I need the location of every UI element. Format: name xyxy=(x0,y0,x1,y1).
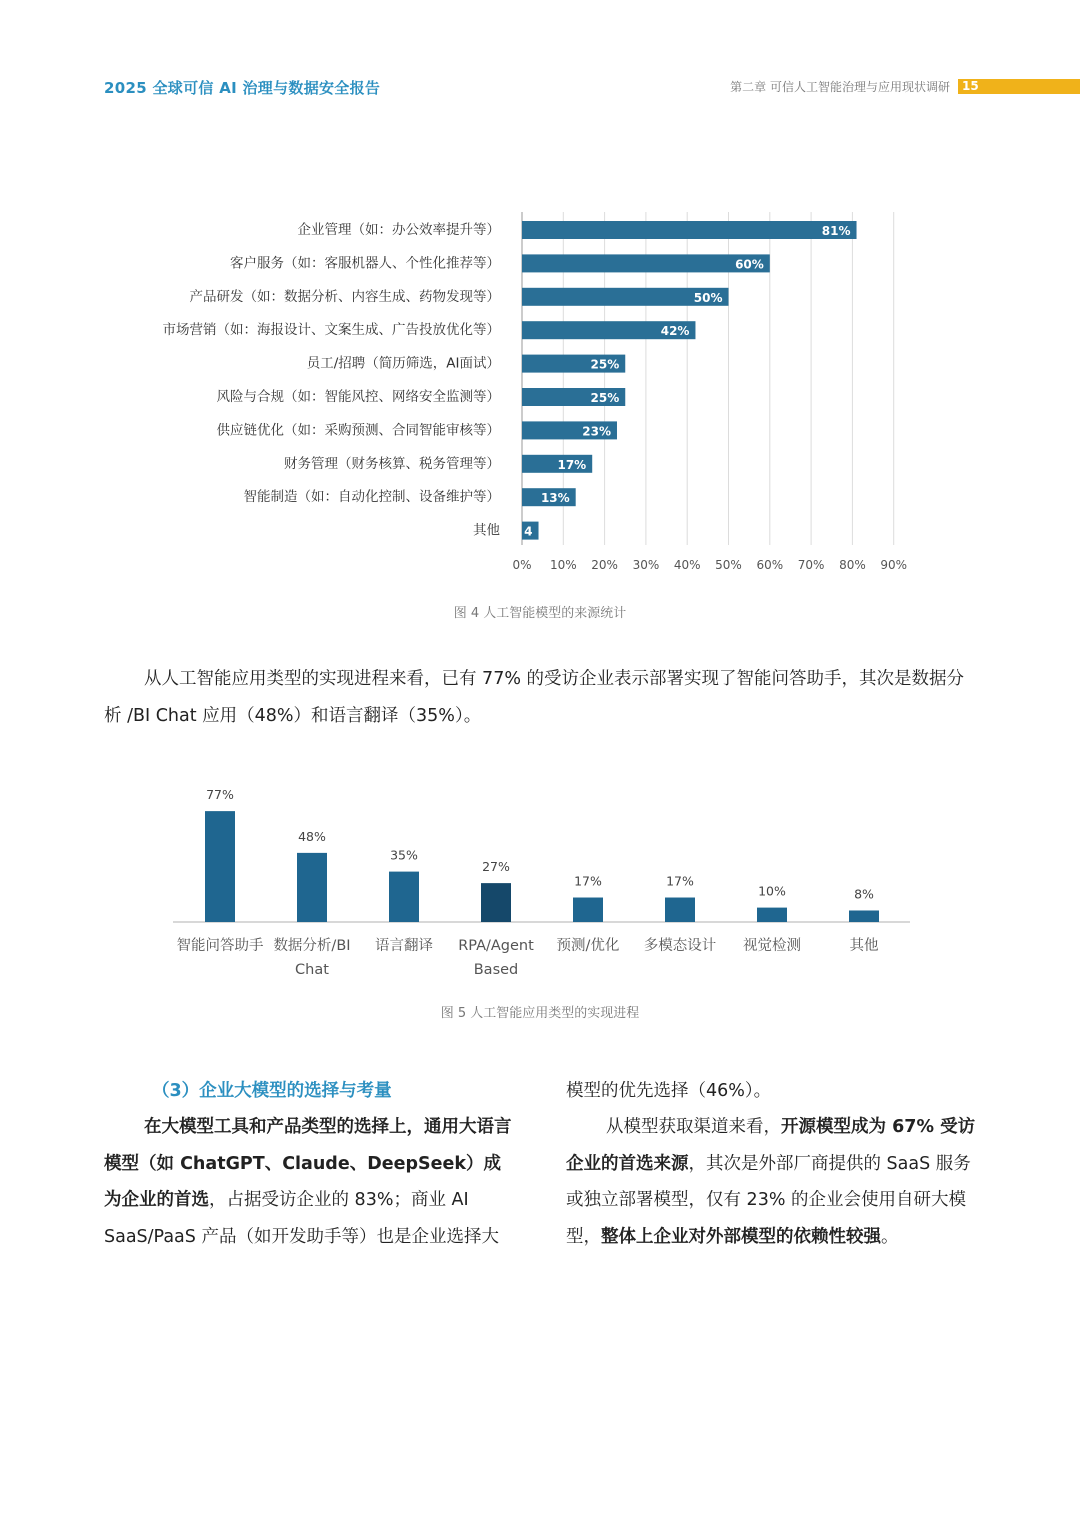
category-label: 其他 xyxy=(473,522,500,539)
data-label: 17% xyxy=(557,457,587,472)
data-label: 50% xyxy=(693,290,723,305)
category-label: 市场营销（如：海报设计、文案生成、广告投放优化等） xyxy=(162,322,500,339)
page-number: 15 xyxy=(958,79,1080,94)
bar xyxy=(665,898,695,922)
data-label: 42% xyxy=(660,324,690,339)
category-label: 视觉检测 xyxy=(743,938,801,954)
bar xyxy=(297,853,327,922)
category-label: 供应链优化（如：采购预测、合同智能审核等） xyxy=(216,422,500,439)
data-label: 27% xyxy=(482,859,510,875)
bar xyxy=(757,908,787,922)
category-label: Chat xyxy=(295,962,329,978)
data-label: 8% xyxy=(854,886,874,902)
data-label: 25% xyxy=(590,391,620,405)
x-tick-label: 70% xyxy=(797,558,825,572)
category-label: 语言翻译 xyxy=(375,938,433,954)
section-left-paragraph xyxy=(104,1109,516,1255)
category-label: 数据分析/BI xyxy=(273,938,351,954)
report-title: 2025 全球可信 AI 治理与数据安全报告 xyxy=(104,79,381,97)
category-label: Based xyxy=(473,962,519,978)
category-label: 其他 xyxy=(849,938,879,954)
right-bold1-text: 开源模型成为 67% 受访企业的首选来源 xyxy=(566,1117,976,1174)
bar xyxy=(481,883,511,922)
category-label: 客户服务（如：客服机器人、个性化推荐等） xyxy=(230,255,500,272)
chapter-header xyxy=(730,79,1080,94)
data-label: 10% xyxy=(758,883,786,899)
bar xyxy=(522,221,857,239)
data-label: 48% xyxy=(298,828,326,844)
left-rest-text: ，占据受访企业的 83%；商业 AI SaaS/PaaS 产品（如开发助手等）也是企业选择大 xyxy=(104,1190,499,1247)
left-lead-text: 在大模型工具和产品类型的选择上，通用大语言模型（如 ChatGPT、Claude、DeepSeek）成为企业的首选 xyxy=(104,1117,512,1210)
figure-5-chart xyxy=(0,775,1080,990)
data-label: 17% xyxy=(574,873,602,889)
bar xyxy=(573,898,603,922)
x-tick-label: 90% xyxy=(880,558,908,572)
intro-paragraph: 从人工智能应用类型的实现进程来看，已有 77% 的受访企业表示部署实现了智能问答助手，其次是数据分析 /BI Chat 应用（48%）和语言翻译（35%）。 xyxy=(104,669,965,726)
right-bold2-text: 整体上企业对外部模型的依赖性较强 xyxy=(601,1226,881,1247)
data-label: 60% xyxy=(735,257,764,272)
category-label: RPA/Agent xyxy=(458,938,534,954)
section-right-continuation: 模型的优先选择（46%）。 xyxy=(566,1081,772,1101)
bar xyxy=(849,910,879,922)
chapter-title: 第二章 可信人工智能治理与应用现状调研 xyxy=(730,80,950,94)
x-tick-label: 50% xyxy=(715,558,742,572)
data-label: 81% xyxy=(821,224,851,238)
data-label: 17% xyxy=(666,873,694,889)
figure-4-chart xyxy=(0,200,1080,585)
data-label: 13% xyxy=(540,491,570,506)
data-label: 77% xyxy=(206,787,234,803)
x-tick-label: 60% xyxy=(756,558,784,572)
x-tick-label: 10% xyxy=(549,558,577,572)
category-label: 员工/招聘（简历筛选，AI面试） xyxy=(306,355,500,372)
x-tick-label: 20% xyxy=(591,558,618,572)
category-label: 智能问答助手 xyxy=(176,938,264,954)
right-p2-text: ，其次是外部厂商提供的 SaaS 服务或独立部署模型，仅有 23% 的企业会使用自研大模型， xyxy=(566,1153,971,1247)
x-tick-label: 30% xyxy=(632,558,660,572)
category-label: 多模态设计 xyxy=(643,938,717,954)
data-label: 4 xyxy=(524,524,533,539)
bar xyxy=(205,811,235,922)
bar xyxy=(389,872,419,922)
section-right-paragraph xyxy=(566,1109,978,1255)
category-label: 智能制造（如：自动化控制、设备维护等） xyxy=(243,489,500,506)
data-label: 25% xyxy=(590,357,620,372)
data-label: 23% xyxy=(582,424,611,439)
category-label: 企业管理（如：办公效率提升等） xyxy=(297,222,500,238)
x-tick-label: 40% xyxy=(673,558,701,572)
figure-4-caption: 图 4 人工智能模型的来源统计 xyxy=(453,606,627,621)
data-label: 35% xyxy=(390,847,418,863)
category-label: 预测/优化 xyxy=(556,938,620,954)
bar xyxy=(522,254,770,272)
section-heading: （3）企业大模型的选择与考量 xyxy=(152,1081,392,1101)
figure-5-caption: 图 5 人工智能应用类型的实现进程 xyxy=(440,1006,640,1021)
right-p1-text: 从模型获取渠道来看， xyxy=(606,1117,781,1137)
x-tick-label: 0% xyxy=(512,558,532,572)
category-label: 产品研发（如：数据分析、内容生成、药物发现等） xyxy=(189,288,500,305)
x-tick-label: 80% xyxy=(839,558,866,572)
right-end-text: 。 xyxy=(881,1226,899,1247)
category-label: 财务管理（财务核算、税务管理等） xyxy=(284,455,500,472)
category-label: 风险与合规（如：智能风控、网络安全监测等） xyxy=(216,389,500,405)
